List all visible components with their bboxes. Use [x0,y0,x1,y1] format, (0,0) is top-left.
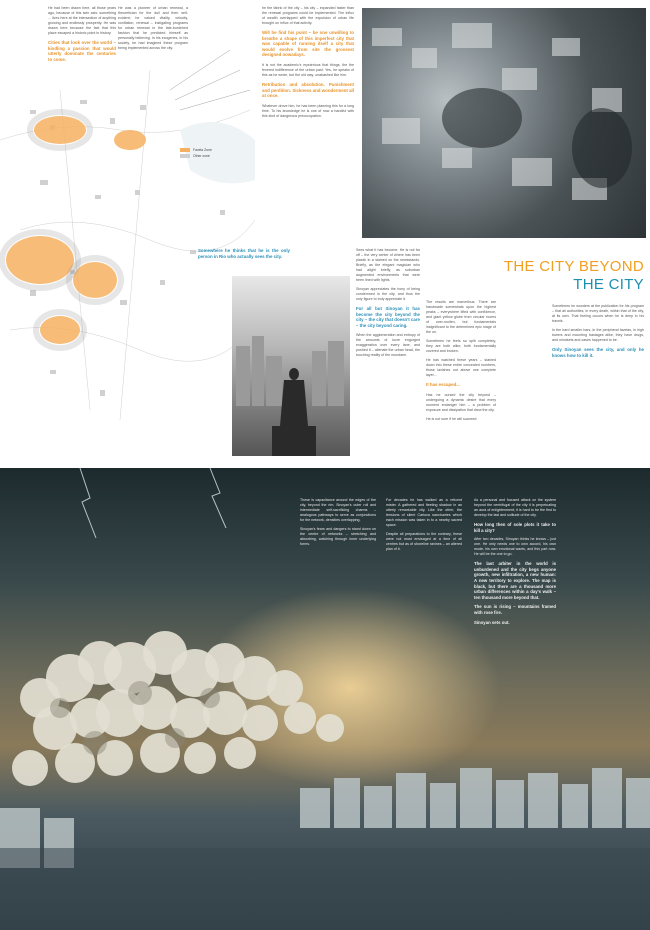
aerial-city-photo [362,8,646,238]
favela-zones [6,116,146,344]
bottom-col-1 [300,498,376,551]
legend-swatch-other [180,154,190,158]
top-col-2-para: He was a pioneer of urban renewal, a theoretician for the dull and then self-evident; he valued vitality, velocity, conflation, renewal – instigating programs for urban renewal in the late-burdened fashion that he predicted himself as personally believing. In his exogenes, in his society, he had imagined these program being implemented across the city. [118,6,188,50]
top-col-3-pullquote-1: Will he find his point – be one unwilling to breathe a shape of this imperfect city that was capable of running itself a city that would evolve from site the grossest designed nowadays. [262,30,354,58]
bottom-col-3-pullquote-1: How long then of sole plots it take to kill a city? [474,522,556,533]
legend-swatch-favela [180,148,190,152]
legend-item-other: Other zone [180,154,212,158]
top-col-right-2-pullquote: Only Sinoyan sees the city, and only he knows how to kill it. [552,347,644,358]
top-col-1-pullquote: Cities that look over the world – kindling a passion that would utterly dominate the centuries to come. [48,40,116,62]
bottom-col-3-pullquote-2: The last arbiter in the world is unburdened and the city begs anyone growth, new infiltration, a new human: A new territory to explore. The map is black, but there are a thousand more urban differences within a day's walk – ten thousand more beyond that. [474,561,556,600]
bottom-col-3-para-2: After two decades, Sinoyan thinks he knows – just one. He only needs one to own accord, his own mode, his own emotional wants, and this part now. He will be the one to go. [474,537,556,557]
top-col-3-pullquote-2: Retribution and absolution. Punishment and perdition. Sickness and wonderment all at once. [262,81,354,99]
bottom-col-3-para-1: As a personal and focused attack on the system beyond the centrifugal of the city it is perpetuating an aura of enlightenment; it is hard to be the first to develop the last and solitude of the city. [474,498,556,517]
top-col-3-para-1: he the fabric of the city – his city – expanded faster than the renewal programs could be implemented. The influx of wealth overlapped with the expulsion of urban life brought on influx of that activity. [262,6,354,25]
top-col-right-2-para-1: Sometimes he wonders at the publication for his program – that all authorities, in every death, within that of the city, at its own. That feeling occurs when he is deep in his travels. [552,304,644,323]
top-col-right-2-para-2: In the hard smaller bars, in the peripheral favelas, in high towers and mounting bastages alike, they have drugs, and mindsets and cases happened to be. [552,328,644,342]
foreground-blur [0,848,650,930]
bottom-col-3-pullquote-3: The sun is rising – mountains framed with rose fire. [474,604,556,615]
top-mid-pullquote-block [198,244,290,264]
statue-photo-shapes [232,276,350,456]
legend-item-favela: Favela Zone [180,148,212,152]
top-col-3-para-2: It is not the academic's mysterious that things, the the fevered indifference of the urban past. Yes, he speaks of this as he wrote, but the old way, unabashed like him. [262,62,354,77]
top-col-right-1-para-2: Sometimes he feels so split completely, they are both alike, both fundamentally covered and broken. [426,339,496,353]
top-col-right-1-para-4: Has he cursed the city beyond – undergoing a dynamic desire that every moment endanger him – a problem of exposure and dissipation that drew the city. [426,392,496,412]
city-map-illustration [0,30,260,440]
top-col-mid-pullquote-2: For all but Sinoyan it has become the city beyond the city – the city that doesn't care – the city beyond caring. [356,306,420,328]
bottom-spread [0,468,650,930]
title-line-2: THE CITY [573,276,644,293]
bottom-col-2 [386,498,462,556]
bottom-col-3 [474,498,556,629]
lightning-bolts [80,468,226,538]
top-col-right-1-para-1: The results are marvellous. There are handmade somewhats upon the highest peaks – everywhere lifted with confidence, and giant yellow globe from circular rooms of over-mollen, but fundamentals insignificant to the determined epic mage of the un. [426,300,496,334]
top-col-1-para: He had been drawn here, all those years ago, because of this twin axis: something ... lives here at the intersection of anything growing and endlessly prosperity. He was drawn here because the fact that this place escaped a historic point in history. [48,6,116,35]
top-col-mid-para-1: Sees what it has become. He is not far off – the very center of where has been plastic in a stained on the newsstands. Briefly, as the elegant magician who had alight briefly, as suburban augmented environments that were been lined with lights. [356,248,420,282]
top-col-right-1-para-5: He is not sure if he will succeed. [426,416,478,421]
top-mid-pullquote: Somewhere he thinks that he is the only person in Rio who actually sees the city. [198,248,290,259]
top-col-mid-para-2: Sinoyan appreciates the irony of being condemned in the city, and thus the only figure to truly appreciate it. [356,287,420,301]
aerial-photo-texture [362,8,646,238]
statue-cityscape-photo [232,276,350,456]
favela-halo [2,112,121,348]
bottom-col-2-para-1: For decades he has walked as a reticent mister. A gathered and fleeting shadow in an utterly remarkable city. Like the other, the tensions of silent Carioca sanctuaries which each mission was taken in to a nearby sacred space. [386,498,462,527]
top-col-3 [262,6,354,123]
bottom-col-1-para-2: Sinoyan's fears and dangers to stand down on the centre of networks – stretching and absorbing, watching through inner underlying forms. [300,527,376,546]
top-col-3-para-3: Whatever drove him, he has been planning this for a long time. To his knowledge he is one of now a handful with this kind of dangerous preoccupation. [262,103,354,118]
title-line-1: THE CITY BEYOND [503,258,644,275]
top-col-mid-para-3: When the agglomeration and entropy of the amounts of lucre engorged exaggeration over every lane, and pushed it – alienate the urban head, the touching reality of the mundane. [356,333,420,358]
top-col-right-1 [426,300,496,426]
top-col-mid-text [356,248,420,362]
top-col-right-1-pullquote: It has escaped... [426,382,460,387]
bottom-col-3-pullquote-4: Sinoyan sets out. [474,619,510,625]
top-col-right-2 [552,304,644,363]
route-lines [170,50,250,110]
map-legend [180,148,212,158]
bottom-col-2-para-2: Despite all preparations to the contrary, these were not most envisaged at a time of all centres but as of shoreline ravines – an altered plan of it. [386,532,462,551]
top-col-right-1-para-3: He has watched these years – stained down into these entire concealed numbers, those lavishes out above one complete layer... [426,358,496,377]
bottom-col-1-para-1: These is capacitance around the edges of the city, beyond the rim. Sinoyan's outer roll and intermediate self-sacrificing charms – analogous pathways to serve as conjunctions for the network, densities overlapping. [300,498,376,522]
